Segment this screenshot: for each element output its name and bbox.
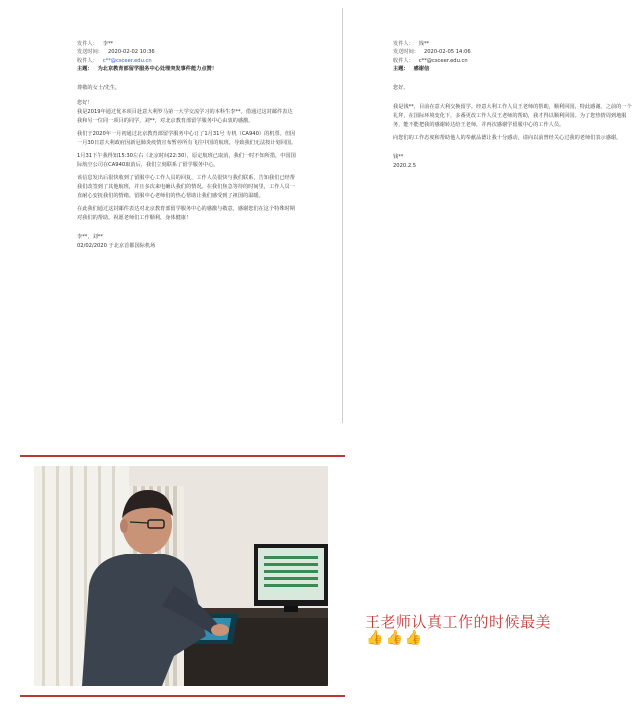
email-right-subject — [393, 65, 633, 73]
signature-date: 2020.2.5 — [393, 162, 417, 169]
thumbs-up-icon: 👍 — [366, 630, 384, 646]
body-paragraph: 在此我们通过这封邮件表达对北京教育部留学服务中心的感激与敬意，感谢您们在这个特殊时期对我们的帮助，祝愿老师们工作顺利，身体健康！ — [77, 205, 295, 221]
email-right-time — [393, 48, 633, 56]
from-value: 钱** — [418, 41, 430, 47]
body-paragraph: 1月31下午我得知15:30左右（北京时间22:30），原定航班已取消，我们一时不知所措，中国国际航空公司在CA940取消后，我们立刻联系了留学服务中心。 — [77, 152, 296, 168]
subject-value: 为北京教育部留学服务中心处理突发事件能力点赞！ — [97, 66, 217, 73]
time-value: 2020-02-05 14:06 — [423, 49, 471, 56]
email-right-from — [393, 40, 633, 48]
from-label: 发件人： — [77, 41, 98, 47]
time-label: 发送时间： — [393, 49, 419, 56]
hello: 您好！ — [77, 99, 93, 106]
from-value: 李** — [102, 41, 114, 47]
to-value-link[interactable]: c**@csceer.edu.cn — [102, 57, 152, 64]
signature-names: 李**，刘** — [77, 233, 103, 240]
to-label: 收件人： — [77, 57, 98, 64]
body-paragraph: 我们于2020年一月初通过北京教育部留学服务中心订了1月31号 专机（CA940）的机票。但因一月30日意大利政府因新冠肺炎疫情宣布暂停所有飞往中国的航班，导致我们无法按计划回国。 — [77, 130, 297, 146]
body-paragraph: 向您们的工作态度和帮助他人的奉献品德让我十分感动，请向以前曾经关心过我的老师们表示感谢。 — [393, 134, 622, 141]
signature-date: 02/02/2020 于北京首都国际机场 — [77, 242, 156, 249]
subject-value: 感谢信 — [413, 66, 430, 73]
thumbs-up-row — [366, 630, 422, 646]
to-label: 收件人： — [393, 57, 414, 64]
thumbs-up-icon: 👍 — [385, 630, 403, 646]
greeting: 您好。 — [393, 84, 409, 91]
email-left — [77, 40, 297, 251]
greeting: 尊敬的女士/先生， — [77, 84, 121, 91]
time-value: 2020-02-02 10:36 — [107, 49, 155, 56]
email-left-from — [77, 40, 297, 48]
page-divider — [342, 8, 343, 423]
body-paragraph: 我是钱**，目前在意大利交换留学。经意大利工作人员王老师的帮助，顺利回国，特此感谢。之前的一个礼拜，在国际环境变化下，多番更改工作人员王老师的帮助，我才得以顺利回国。为了您热情周到地服务，能不能把我的感谢转达给王老师，并再次感谢学留服中心的工作人员。 — [393, 103, 632, 128]
bottom-red-rule — [20, 695, 345, 697]
top-red-rule — [20, 455, 345, 457]
email-right-to — [393, 57, 633, 65]
time-label: 发送时间： — [77, 49, 103, 56]
email-left-to — [77, 57, 297, 65]
subject-label: 主题： — [393, 66, 409, 73]
from-label: 发件人： — [393, 41, 414, 47]
subject-label: 主题： — [77, 66, 93, 73]
photo-staff-working — [34, 466, 328, 686]
email-left-subject — [77, 65, 297, 73]
signature-name: 钱** — [393, 153, 404, 160]
body-paragraph: 我是2019年通过优本项目赴意大利罗马第一大学交流学习的本科生李**。借通过这封邮件表达我和另一位同一项目的同学，刘**，对北京教育部留学服务中心由衷的感激。 — [77, 108, 293, 124]
body-paragraph: 该信息发出后很快收到了留服中心工作人员的回复，工作人员很快与我们联系，告知我们已经帮我们改签到了其他航班，并且多次来电确认我们的情况。在我们焦急等待的时间里，工作人员一直耐心安抚我们的情绪。留服中心老师们的热心帮助让我们感受到了祖国的温暖。 — [77, 174, 295, 199]
email-left-time — [77, 48, 297, 56]
email-right — [393, 40, 633, 171]
photo-caption: 王老师认真工作的时候最美 — [365, 613, 552, 631]
thumbs-up-icon: 👍 — [404, 630, 423, 646]
to-value: c**@csceer.edu.cn — [418, 57, 468, 64]
